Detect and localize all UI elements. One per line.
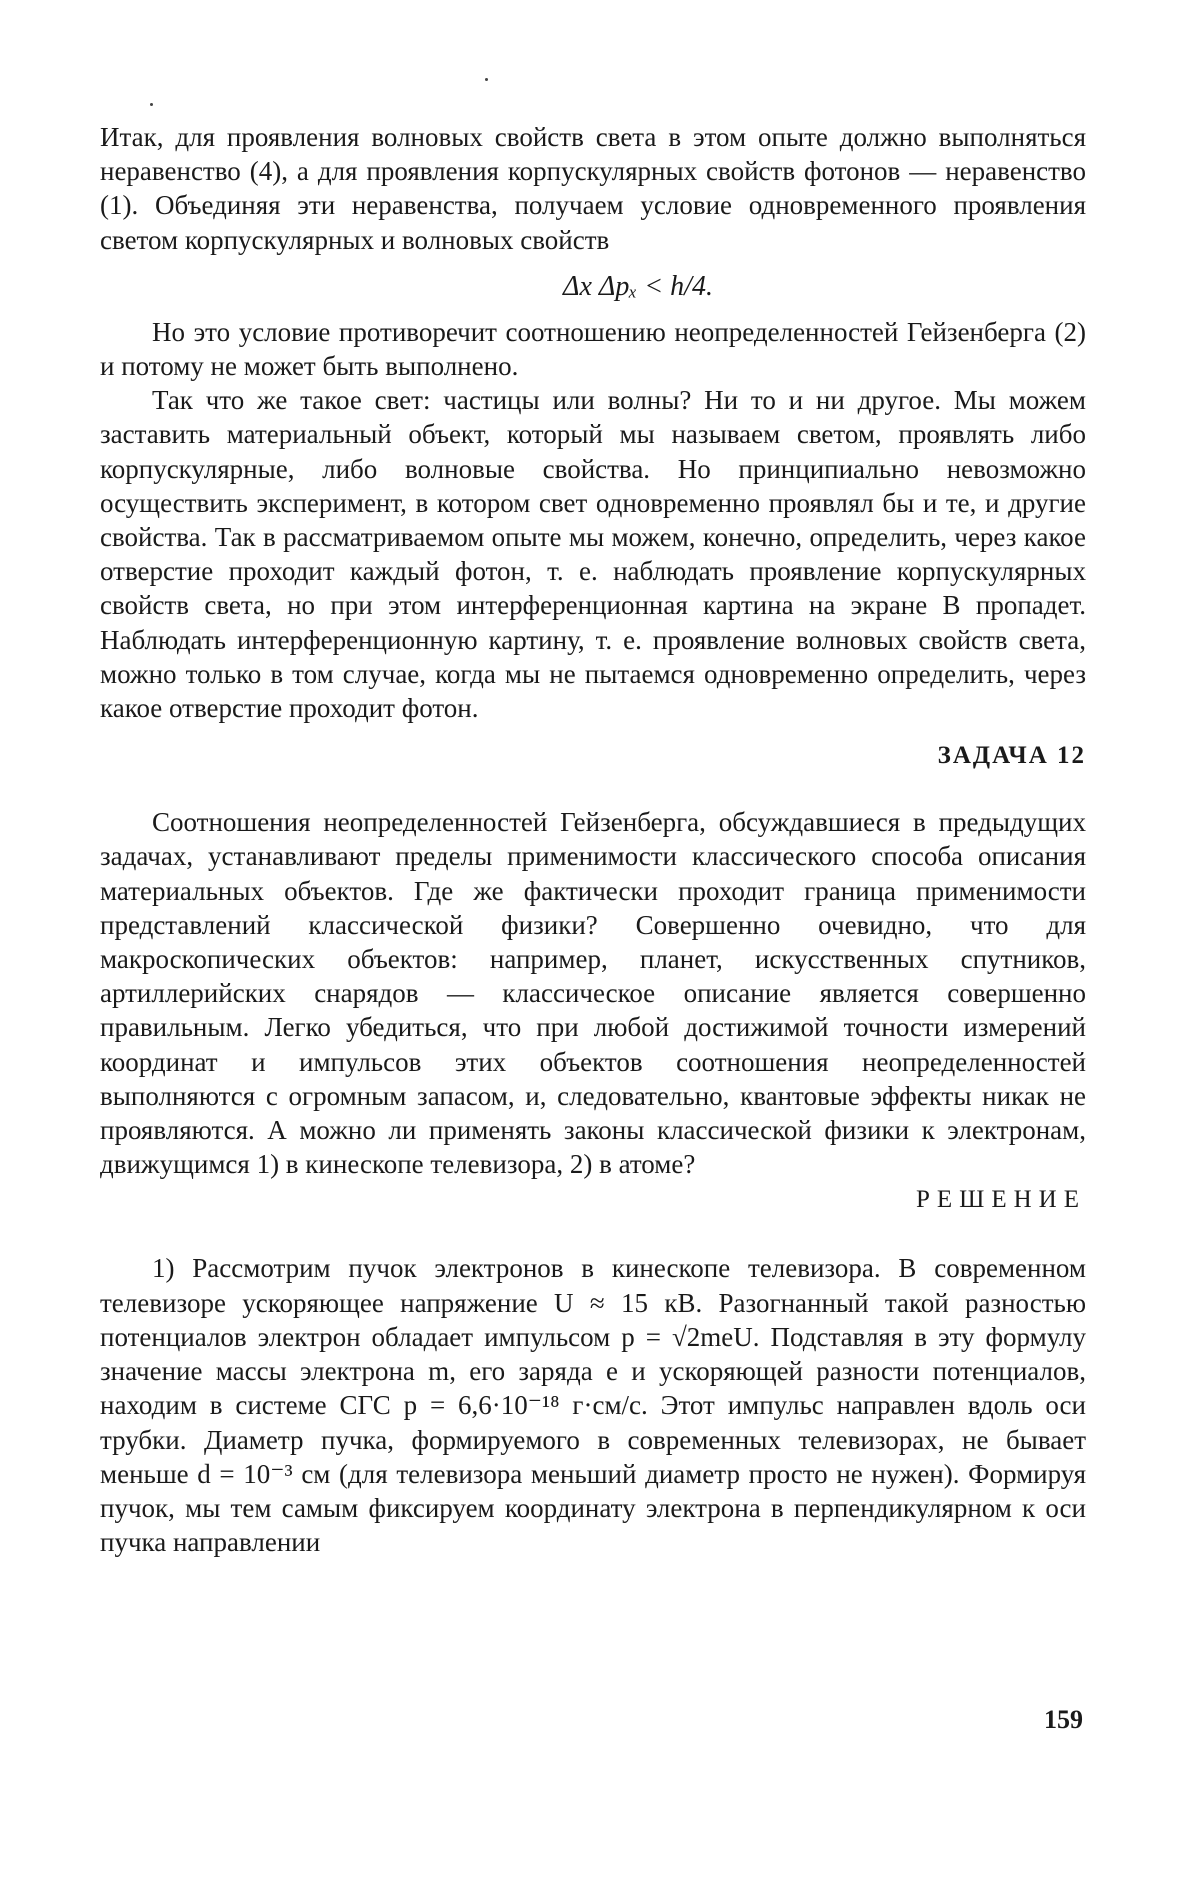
formula-uncertainty: Δx Δpₓ < h/4. <box>563 270 713 302</box>
page-number: 159 <box>1044 1705 1083 1734</box>
solution-heading: РЕШЕНИЕ <box>915 1186 1086 1214</box>
paragraph-intro: Итак, для проявления волновых свойств света в этом опыте должно выполняться неравенство (4), а для проявления корпускулярных свойств фотонов — неравенство (1). Объединяя эти неравенства, получаем условие одновременного проявления светом корпускулярных и волновых свойств <box>100 122 1086 255</box>
page-content <box>100 120 1086 1559</box>
scan-speck <box>485 78 488 81</box>
paragraph-task: Соотношения неопределенностей Гейзенберга, обсуждавшиеся в предыдущих задачах, устанавливают пределы применимости классического способа описания материальных объектов. Где же фактически проходит граница применимости представлений классической физики? Совершенно очевидно, что для макроскопических объектов: например, планет, искусственных спутников, артиллерийских снарядов — классическое описание является совершенно правильным. Легко убедиться, что при любой достижимой точности измерений координат и импульсов этих объектов соотношения неопределенностей выполняются с огромным запасом, и, следовательно, квантовые эффекты никак не проявляются. А можно ли применять законы классической физики к электронам, движущимся 1) в кинескопе телевизора, 2) в атоме? <box>100 807 1086 1180</box>
task-heading: ЗАДАЧА 12 <box>937 742 1086 770</box>
paragraph-light-nature: Так что же такое свет: частицы или волны? Ни то и ни другое. Мы можем заставить материальный объект, который мы называем светом, проявлять либо корпускулярные, либо волновые свойства. Но принципиально невозможно осуществить эксперимент, в котором свет одновременно проявлял бы и те, и другие свойства. Так в рассматриваемом опыте мы можем, конечно, определить, через какое отверстие проходит каждый фотон, т. е. наблюдать проявление корпускулярных свойств света, но при этом интерференционная картина на экране B пропадет. Наблюдать интерференционную картину, т. е. проявление волновых свойств света, можно только в том случае, когда мы не пытаемся одновременно определить, через какое отверстие проходит фотон. <box>100 385 1086 724</box>
paragraph-solution: 1) Рассмотрим пучок электронов в кинескопе телевизора. В современном телевизоре ускоряющее напряжение U ≈ 15 кВ. Разогнанный такой разностью потенциалов электрон обладает импульсом p = √2meU. Подставляя в эту формулу значение массы электрона m, его заряда e и ускоряющей разности потенциалов, находим в системе СГС p = 6,6·10⁻¹⁸ г·см/с. Этот импульс направлен вдоль оси трубки. Диаметр пучка, формируемого в современных телевизорах, не бывает меньше d = 10⁻³ см (для телевизора меньший диаметр просто не нужен). Формируя пучок, мы тем самым фиксируем координату электрона в перпендикулярном к оси пучка направлении <box>100 1253 1086 1558</box>
paragraph-contradiction: Но это условие противоречит соотношению неопределенностей Гейзенберга (2) и потому не может быть выполнено. <box>100 316 1086 382</box>
scan-speck <box>150 103 153 106</box>
